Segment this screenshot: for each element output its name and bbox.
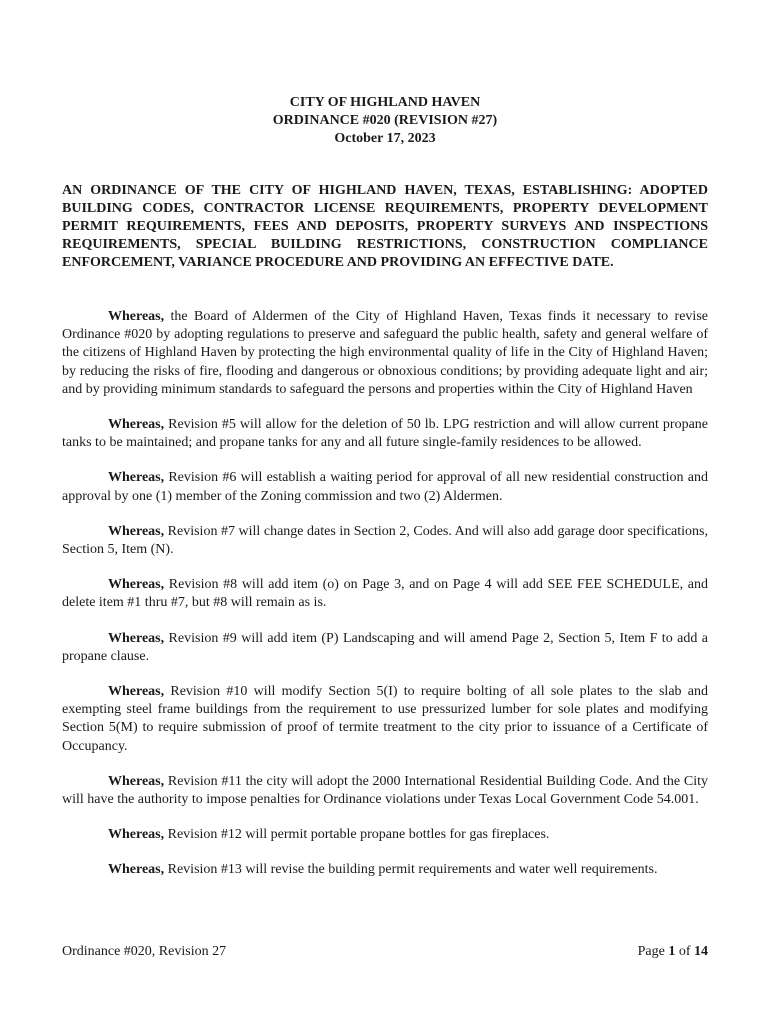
whereas-paragraph	[62, 416, 708, 452]
whereas-lead: Whereas,	[108, 417, 165, 433]
document-header	[0, 94, 770, 148]
whereas-paragraph	[62, 308, 708, 399]
whereas-paragraph	[62, 826, 708, 844]
whereas-paragraph	[62, 773, 708, 809]
whereas-clauses	[62, 308, 708, 897]
page-number	[638, 943, 708, 961]
whereas-lead: Whereas,	[108, 773, 165, 789]
page-total: 14	[694, 944, 708, 959]
whereas-lead: Whereas,	[108, 630, 165, 646]
whereas-lead: Whereas,	[108, 470, 165, 486]
whereas-lead: Whereas,	[108, 523, 165, 539]
whereas-lead: Whereas,	[108, 862, 165, 878]
ordinance-title: AN ORDINANCE OF THE CITY OF HIGHLAND HAVEN, TEXAS, ESTABLISHING: ADOPTED BUILDING CODES, CONTRACTOR LICENSE REQUIREMENTS, PROPERTY DEVELOPMENT PERMIT REQUIREMENTS, FEES AND DEPOSITS, PROPERTY SURVEYS AND INSPECTIONS REQUIREMENTS, SPECIAL BUILDING RESTRICTIONS, CONSTRUCTION COMPLIANCE ENFORCEMENT, VARIANCE PROCEDURE AND PROVIDING AN EFFECTIVE DATE.	[62, 183, 708, 270]
whereas-text: Revision #12 will permit portable propane bottles for gas fireplaces.	[164, 827, 550, 843]
whereas-text: Revision #6 will establish a waiting period for approval of all new residential construction and approval by one (1) member of the Zoning commission and two (2) Aldermen.	[62, 470, 708, 504]
whereas-paragraph	[62, 630, 708, 666]
whereas-text: Revision #10 will modify Section 5(I) to require bolting of all sole plates to the slab and exempting steel frame buildings from the requirement to use pressurized lumber for sole plates and modifying Section 5(M) to require submission of proof of termite treatment to the city prior to issuance of a Certificate of Occupancy.	[62, 684, 708, 754]
page-current: 1	[668, 944, 676, 959]
whereas-text: Revision #13 will revise the building permit requirements and water well requirements.	[164, 862, 658, 878]
footer-ordinance-reference: Ordinance #020, Revision 27	[62, 944, 227, 959]
whereas-paragraph	[62, 861, 708, 879]
whereas-paragraph	[62, 523, 708, 559]
whereas-text: Revision #5 will allow for the deletion of 50 lb. LPG restriction and will allow current propane tanks to be maintained; and propane tanks for any and all future single-family residences to be allowed.	[62, 417, 708, 451]
ordinance-number-heading: ORDINANCE #020 (REVISION #27)	[272, 113, 498, 128]
whereas-lead: Whereas,	[108, 309, 165, 324]
whereas-text: the Board of Aldermen of the City of Highland Haven, Texas finds it necessary to revise Ordinance #020 by adopting regulations to preserve and safeguard the public health, safety and general welfare of the citizens of Highland Haven by protecting the high environmental quality of life in the City of Highland Haven; by reducing the risks of fire, flooding and dangerous or obnoxious conditions; by providing adequate light and air; and by providing minimum standards to safeguard the persons and properties within the City of Highland Haven	[62, 309, 708, 397]
whereas-text: Revision #11 the city will adopt the 2000 International Residential Building Code. And the City will have the authority to impose penalties for Ordinance violations under Texas Local Government Code 54.001.	[62, 773, 708, 808]
city-name-heading: CITY OF HIGHLAND HAVEN	[289, 95, 481, 110]
page-prefix: Page	[637, 944, 669, 959]
ordinance-date: October 17, 2023	[334, 131, 436, 146]
whereas-paragraph	[62, 683, 708, 756]
page-of: of	[675, 944, 694, 959]
whereas-paragraph	[62, 576, 708, 612]
whereas-lead: Whereas,	[108, 577, 165, 593]
whereas-text: Revision #9 will add item (P) Landscaping and will amend Page 2, Section 5, Item F to add a propane clause.	[62, 630, 708, 664]
whereas-lead: Whereas,	[108, 827, 165, 843]
whereas-text: Revision #7 will change dates in Section 2, Codes. And will also add garage door specifications, Section 5, Item (N).	[62, 523, 708, 558]
whereas-paragraph	[62, 469, 708, 505]
whereas-lead: Whereas,	[108, 684, 165, 700]
whereas-text: Revision #8 will add item (o) on Page 3, and on Page 4 will add SEE FEE SCHEDULE, and delete item #1 thru #7, but #8 will remain as is.	[62, 577, 708, 611]
